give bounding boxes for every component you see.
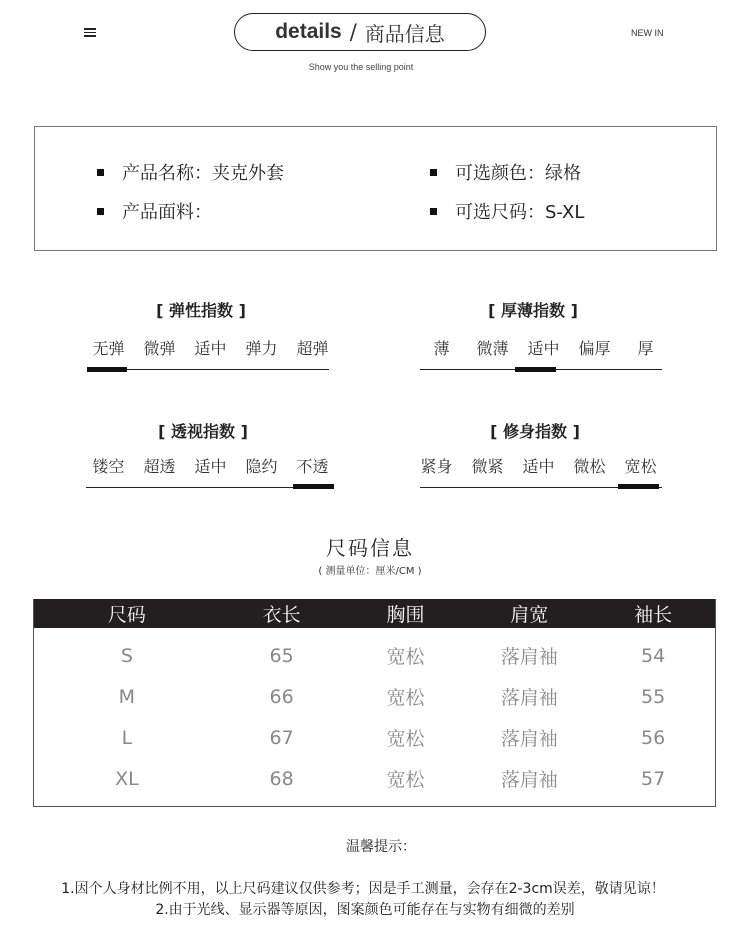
table-header-row xyxy=(34,599,715,628)
product-sizes xyxy=(430,198,584,224)
size-table xyxy=(33,599,716,807)
table-cell: 67 xyxy=(269,726,294,749)
elasticity-selected-marker xyxy=(87,367,127,372)
fit-option: 微松 xyxy=(573,457,606,476)
fit-option: 适中 xyxy=(522,457,555,476)
fit-selected-marker xyxy=(618,484,659,489)
table-cell: 57 xyxy=(640,767,666,790)
table-cell: L xyxy=(121,726,133,749)
elasticity-option: 弹力 xyxy=(245,339,278,358)
table-cell: 宽松 xyxy=(386,769,425,791)
subtitle: Show you the selling point xyxy=(308,62,414,72)
thickness-option: 偏厚 xyxy=(578,339,611,358)
fit-option: 紧身 xyxy=(420,457,453,476)
transparency-option: 隐约 xyxy=(245,457,278,476)
table-cell: 68 xyxy=(269,767,294,790)
table-cell: 落肩袖 xyxy=(500,687,558,709)
table-cell: 宽松 xyxy=(386,687,425,709)
transparency-option: 镂空 xyxy=(92,457,125,476)
table-header-cell: 肩宽 xyxy=(510,604,549,626)
bullet-icon xyxy=(430,208,437,215)
title-slash: / xyxy=(349,20,357,44)
size-info-title: 尺码信息 xyxy=(326,536,414,560)
table-header-cell: 胸围 xyxy=(386,604,425,626)
bullet-icon xyxy=(97,169,104,176)
table-cell: XL xyxy=(115,767,139,790)
new-in-label: NEW IN xyxy=(631,28,664,38)
note-line-2: 2.由于光线、显示器等原因，图案颜色可能存在与实物有细微的差别 xyxy=(155,902,575,918)
thickness-option: 适中 xyxy=(527,339,560,358)
menu-icon[interactable] xyxy=(84,28,96,36)
product-fabric-text: 产品面料： xyxy=(122,202,212,223)
table-cell: 56 xyxy=(640,726,666,749)
transparency-options xyxy=(83,454,338,477)
table-header-cell: 袖长 xyxy=(634,604,673,626)
product-name-text: 产品名称：夹克外套 xyxy=(122,163,284,184)
transparency-option: 超透 xyxy=(143,457,176,476)
thickness-selected-marker xyxy=(515,367,556,372)
table-cell: 65 xyxy=(269,644,294,667)
transparency-option: 不透 xyxy=(296,457,329,476)
thickness-option: 微薄 xyxy=(476,339,509,358)
product-sizes-text: 可选尺码：S-XL xyxy=(455,202,585,223)
product-colors xyxy=(430,159,581,185)
table-cell: 55 xyxy=(640,685,666,708)
bullet-icon xyxy=(430,169,437,176)
title-cn: 商品信息 xyxy=(364,21,445,46)
elasticity-option: 微弹 xyxy=(143,339,176,358)
title-en: details xyxy=(275,20,342,43)
table-header-cell: 衣长 xyxy=(262,604,301,626)
table-cell: 落肩袖 xyxy=(500,728,558,750)
fit-options xyxy=(411,454,666,477)
product-name xyxy=(97,159,284,185)
transparency-title: [ 透视指数 ] xyxy=(158,422,248,441)
table-cell: 落肩袖 xyxy=(500,646,558,668)
table-cell: 落肩袖 xyxy=(500,769,558,791)
fit-option: 微紧 xyxy=(471,457,504,476)
table-cell: 宽松 xyxy=(386,728,425,750)
elasticity-option: 适中 xyxy=(194,339,227,358)
thickness-options xyxy=(416,336,671,359)
notes-title: 温馨提示： xyxy=(346,839,416,855)
table-cell: 宽松 xyxy=(386,646,425,668)
product-fabric xyxy=(97,198,212,224)
note-line-1: 1.因个人身材比例不用，以上尺码建议仅供参考；因是手工测量，会存在2-3cm误差，敬请见谅！ xyxy=(61,881,665,897)
fit-title: [ 修身指数 ] xyxy=(490,422,580,441)
table-row xyxy=(34,676,715,717)
product-info-box xyxy=(34,126,717,251)
table-header-cell: 尺码 xyxy=(107,604,146,626)
title-pill xyxy=(234,13,486,51)
bullet-icon xyxy=(97,208,104,215)
table-row xyxy=(34,635,715,676)
transparency-selected-marker xyxy=(293,484,334,489)
product-colors-text: 可选颜色：绿格 xyxy=(455,163,581,184)
transparency-option: 适中 xyxy=(194,457,227,476)
table-cell: 66 xyxy=(269,685,294,708)
table-cell: S xyxy=(120,644,133,667)
size-info-unit: ( 测量单位：厘米/CM ) xyxy=(318,566,422,577)
table-cell: 54 xyxy=(640,644,666,667)
thickness-option: 薄 xyxy=(433,339,450,358)
fit-option: 宽松 xyxy=(624,457,657,476)
table-cell: M xyxy=(118,685,136,708)
table-row xyxy=(34,717,715,758)
thickness-option: 厚 xyxy=(637,339,654,358)
elasticity-title: [ 弹性指数 ] xyxy=(156,301,246,320)
elasticity-option: 无弹 xyxy=(92,339,125,358)
elasticity-option: 超弹 xyxy=(296,339,329,358)
thickness-title: [ 厚薄指数 ] xyxy=(488,301,578,320)
table-row xyxy=(34,758,715,799)
elasticity-options xyxy=(83,336,338,359)
